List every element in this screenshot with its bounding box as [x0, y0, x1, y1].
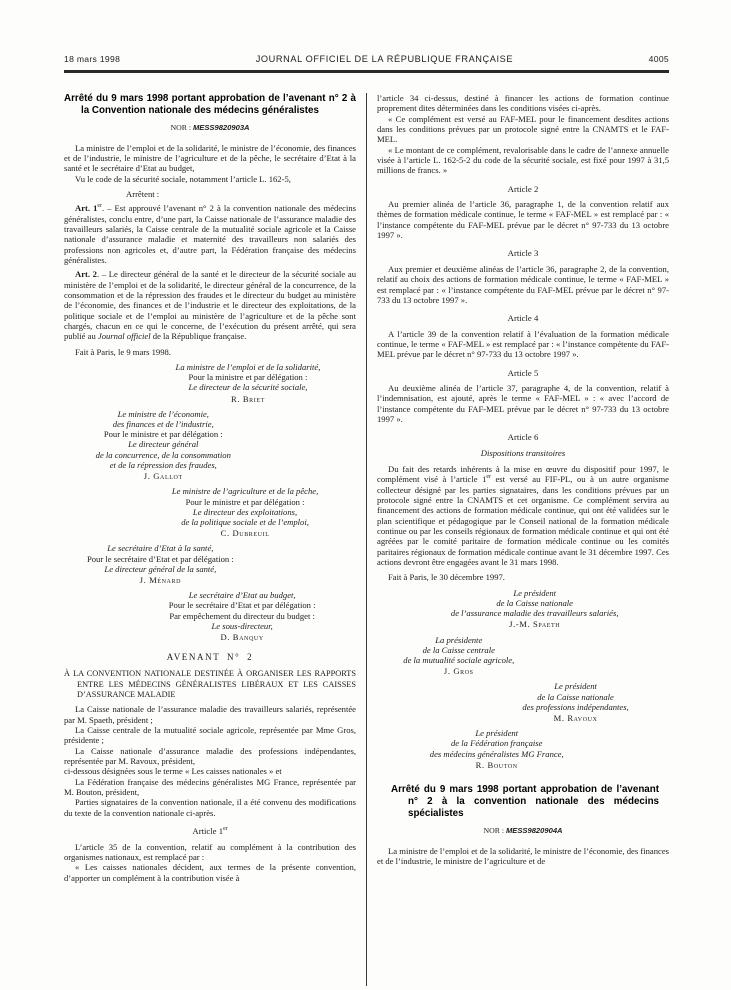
avenant-subject: À LA CONVENTION NATIONALE DESTINÉE À ORGANISER LES RAPPORTS ENTRE LES MÉDECINS GÉNÉRALISTES LIBÉRAUX ET LES CAISSES D’ASSURANCE MALADIE — [64, 669, 356, 700]
sig-line: Le directeur général — [128, 439, 199, 450]
sig-line: de la Caisse centrale — [422, 644, 495, 655]
signature-president-mgfrance — [392, 728, 602, 770]
article-head-sup: er — [223, 826, 228, 833]
signature-presidente-ccmsa — [377, 635, 541, 677]
avenant-article-1-p2-continuation: l’article 34 ci-dessus, destiné à financer les actions de formation continue proprement dites déterminées dans les conditions visées ci-après. — [377, 93, 669, 114]
signature-president-cnamts — [400, 588, 669, 630]
sig-line: de la Caisse nationale — [496, 597, 573, 608]
article-2-label: Art. 2 — [75, 269, 97, 280]
article-2-text: . – Le directeur général de la santé et le directeur de la sécurité sociale au ministère de l’emploi et de la solidarité, le directeur général de la concurrence, de la consommation et de la répression des fraudes et le directeur du budget au ministère de l’économie, des finances et de l’industrie et le directeur des exploitations, de la politique sociale et de l’emploi au ministère de l’agriculture et de la pêche sont chargés, chacun en ce qui le concerne, de l’exécution du présent arrêté, qui sera publié au — [64, 269, 356, 342]
avenant-article-1-p3: « Ce complément est versé au FAF-MEL pour le financement desdites actions dans les conditions prévues par un protocole signé entre la CNAMTS et le FAF-MEL. — [377, 113, 669, 145]
right-column — [377, 93, 669, 986]
sig-line: Pour la ministre et par délégation : — [188, 372, 308, 383]
article-1-arrete — [64, 203, 356, 265]
article-6-sup: er — [486, 474, 491, 481]
paragraph-parties: Parties signataires de la convention nationale, il a été convenu des modifications du texte de la convention nationale ci-après. — [64, 797, 356, 818]
fait-a-paris-2: Fait à Paris, le 30 décembre 1997. — [388, 572, 505, 583]
article-2-arrete — [64, 269, 356, 341]
sig-line: des professions indépendantes, — [522, 701, 629, 712]
avenant-article-3-p1: Aux premier et deuxième alinéas de l’article 36, paragraphe 2, de la convention, relatif au choix des actions de formation médicale continue, le terme « FAF-MEL » est remplacé par : « l’instance compétente du FAF-MEL prévue par le décret n° 97-733 du 13 octobre 1997 ». — [377, 263, 669, 305]
arrete2-nor — [377, 826, 669, 836]
sig-line: de la concurrence, de la consommation — [95, 449, 231, 460]
avenant-heading: AVENANT N° 2 — [166, 652, 254, 663]
sig-line: La ministre de l’emploi et de la solidarité, — [175, 362, 321, 373]
sig-line: des finances et de l’industrie, — [112, 419, 214, 430]
left-column — [64, 93, 356, 986]
sig-line: Pour le secrétaire d’Etat et par délégation : — [168, 600, 316, 611]
sig-line: Pour le ministre et par délégation : — [103, 429, 223, 440]
page-number: 4005 — [648, 54, 669, 64]
sig-line: Le secrétaire d’Etat à la santé, — [107, 543, 214, 554]
article-1-label: Art. 1 — [75, 203, 98, 214]
running-head — [64, 54, 669, 64]
sig-name: J. Gros — [443, 666, 474, 677]
avenant-article-4-p1: A l’article 39 de la convention relatif à l’évaluation de la formation médicale continue, le terme « FAF-MEL » est remplacé par : « l’instance compétente du FAF-MEL prévue par le décret n° 97-733 du 13 octobre 1997 ». — [377, 328, 669, 360]
sig-line: Par empêchement du directeur du budget : — [169, 610, 315, 621]
column-divider — [366, 93, 367, 986]
avenant-article-1-p1: L’article 35 de la convention, relatif au complément à la contribution des organismes nationaux, est remplacé par : — [64, 841, 356, 862]
paragraph-ccmsa: La Caisse centrale de la mutualité sociale agricole, représentée par Mme Gros, présidente ; — [64, 725, 356, 746]
sig-line: des médecins généralistes MG France, — [429, 748, 564, 759]
arrete2-paragraph-ministres: La ministre de l’emploi et de la solidarité, le ministre de l’économie, des finances et de l’industrie, le ministre de l’agriculture et de — [377, 845, 669, 866]
sig-name: M. Ravoux — [553, 712, 598, 723]
avenant-article-4-heading: Article 4 — [507, 313, 539, 324]
signature-secretaire-budget — [128, 590, 356, 642]
paragraph-vu: Vu le code de la sécurité sociale, notamment l’article L. 162-5, — [75, 173, 291, 184]
sig-line: de la Caisse nationale — [537, 691, 614, 702]
sig-line: Le sous-directeur, — [211, 620, 273, 631]
content-columns — [64, 93, 669, 986]
sig-line: Pour le ministre et par délégation : — [185, 496, 305, 507]
avenant-article-5-heading: Article 5 — [507, 367, 539, 378]
sig-line: Le ministre de l’agriculture et de la pêche, — [171, 486, 319, 497]
signature-secretaire-sante — [64, 543, 257, 585]
sig-line: Le secrétaire d’Etat au budget, — [188, 590, 296, 601]
sig-name: D. Banquy — [220, 631, 264, 642]
arrete2-title: Arrêté du 9 mars 1998 portant approbation de l’avenant n° 2 à la convention nationale des médecins spécialistes — [391, 784, 659, 820]
avenant-article-1-p2: « Les caisses nationales décident, aux termes de la présente convention, d’apporter un complément à la contribution visée à — [64, 862, 356, 883]
article-2-text-end: de la République française. — [150, 331, 247, 342]
nor-value: MESS9820904A — [505, 826, 563, 836]
avenant-article-5-p1: Au deuxième alinéa de l’article 37, paragraphe 4, de la convention, relatif à l’indemnisation, est ajouté, après le terme « FAF-MEL » : « avec l’accord de l’instance compétente du FAF-MEL prévue par le décret n° 97-733 du 13 octobre 1997 ». — [377, 382, 669, 424]
fait-a-paris-1: Fait à Paris, le 9 mars 1998. — [75, 346, 171, 357]
sig-line: Pour le secrétaire d’Etat et par délégation : — [86, 553, 234, 564]
sig-line: Le directeur de la sécurité sociale, — [188, 382, 308, 393]
sig-line: de la politique sociale et de l’emploi, — [181, 516, 309, 527]
arrete1-nor — [64, 123, 356, 133]
article-6-text-end: est versé au FIF-PL, ou à un autre organisme collecteur désigné par les parties signataires, dans les conditions prévues par un protocole signé entre la CNAMTS et cet organisme. Ce complément servira au financement des actions de formation médicale continue, qui ont été validées sur le plan scientifique et pédagogique par le Conseil national de la formation médicale continue ou par les conseils régionaux de formation médicale continue et qui ont été agréées par le comité paritaire de formation médicale continue ou les comités paritaires régionaux de formation médicale continue avant le 31 décembre 1997. Ces actions devront être engagées avant le 31 mars 1998. — [377, 474, 669, 568]
nor-value: MESS9820903A — [192, 123, 250, 133]
sig-line: Le directeur des exploitations, — [192, 506, 298, 517]
article-6-text: Du fait des retards inhérents à la mise en œuvre du dispositif pour 1997, le complément visé à l’article 1 — [377, 463, 669, 485]
avenant-article-6-heading: Article 6 — [507, 432, 539, 443]
avenant-article-1-heading — [64, 826, 356, 836]
signature-ministre-economie — [67, 409, 260, 481]
avenant-article-2-heading: Article 2 — [507, 183, 539, 194]
paragraph-mgfrance: La Fédération française des médecins généralistes MG France, représentée par M. Bouton, président, — [64, 776, 356, 798]
article-1-text: . – Est approuvé l’avenant n° 2 à la convention nationale des médecins généralistes, conclu entre, d’une part, la Caisse nationale de l’assurance maladie des travailleurs salariés, la Caisse centrale de la mutualité sociale agricole et la Caisse nationale d’assurance maladie et maternité des travailleurs non salariés des professions non agricoles et, d’autre part, la Fédération française des médecins généralistes. — [64, 203, 356, 265]
sig-line: et de la répression des fraudes, — [109, 459, 217, 470]
avenant-article-1-p4: « Le montant de ce complément, revalorisable dans le cadre de l’annexe annuelle visée à l’article L. 162-5-2 du code de la sécurité sociale, est fixé pour 1997 à 31,5 millions de francs. » — [377, 144, 669, 176]
avenant-article-2-p1: Au premier alinéa de l’article 36, paragraphe 1, de la convention relatif aux thèmes de formation médicale continue, le terme « FAF-MEL » est remplacé par : « l’instance compétente du FAF-MEL prévue par le décret n° 97-733 du 13 octobre 1997 ». — [377, 199, 669, 241]
sig-line: La présidente — [435, 634, 483, 645]
dispositions-transitoires-heading: Dispositions transitoires — [480, 447, 566, 458]
signature-ministre-agriculture — [134, 486, 356, 538]
sig-line: de la Fédération française — [451, 738, 543, 749]
header-rule — [64, 70, 669, 73]
paragraph-cnamts: La Caisse nationale de l’assurance maladie des travailleurs salariés, représentée par M. Spaeth, président ; — [64, 704, 356, 725]
nor-label: NOR : — [483, 826, 505, 836]
paragraph-canam: La Caisse nationale d’assurance maladie des professions indépendantes, représentée par M. Ravoux, président, — [64, 745, 356, 767]
sig-name: J.-M. Spaeth — [509, 619, 561, 630]
journal-officiel-italic: Journal officiel — [97, 331, 151, 342]
paragraph-arretent: Arrêtent : — [126, 188, 160, 199]
sig-name: J. Gallot — [143, 471, 183, 482]
signature-president-canam — [482, 681, 669, 723]
nor-label: NOR : — [170, 123, 192, 133]
sig-line: Le président — [554, 681, 597, 692]
sig-line: Le ministre de l’économie, — [117, 408, 209, 419]
arrete1-title: Arrêté du 9 mars 1998 portant approbation de l’avenant n° 2 à la Convention nationale des médecins généralistes — [64, 93, 356, 117]
signature-ministre-emploi — [140, 362, 356, 404]
avenant-article-3-heading: Article 3 — [507, 248, 539, 259]
sig-line: Le président — [513, 587, 557, 598]
article-1-sup: er — [97, 203, 102, 210]
sig-line: de l’assurance maladie des travailleurs salariés, — [450, 608, 619, 619]
paragraph-ministres: La ministre de l’emploi et de la solidarité, le ministre de l’économie, des finances et de l’industrie, le ministre de l’agriculture et de la pêche, le secrétaire d’Etat à la santé et le secrétaire d’Etat au budget, — [64, 142, 356, 174]
sig-line: Le directeur général de la santé, — [104, 563, 217, 574]
sig-name: R. Bouton — [475, 759, 518, 770]
sig-name: C. Dubreuil — [220, 528, 270, 539]
header-date: 18 mars 1998 — [64, 54, 121, 64]
paragraph-designees: ci-dessous désignées sous le terme « Les caisses nationales » et — [64, 766, 282, 777]
sig-line: Le président — [475, 728, 519, 739]
avenant-article-6-p1 — [377, 464, 669, 567]
sig-name: R. Briet — [231, 393, 265, 404]
sig-name: J. Ménard — [139, 574, 182, 585]
sig-line: de la mutualité sociale agricole, — [403, 654, 515, 665]
journal-title: JOURNAL OFFICIEL DE LA RÉPUBLIQUE FRANÇAISE — [255, 54, 514, 64]
article-head-text: Article 1 — [192, 826, 224, 837]
